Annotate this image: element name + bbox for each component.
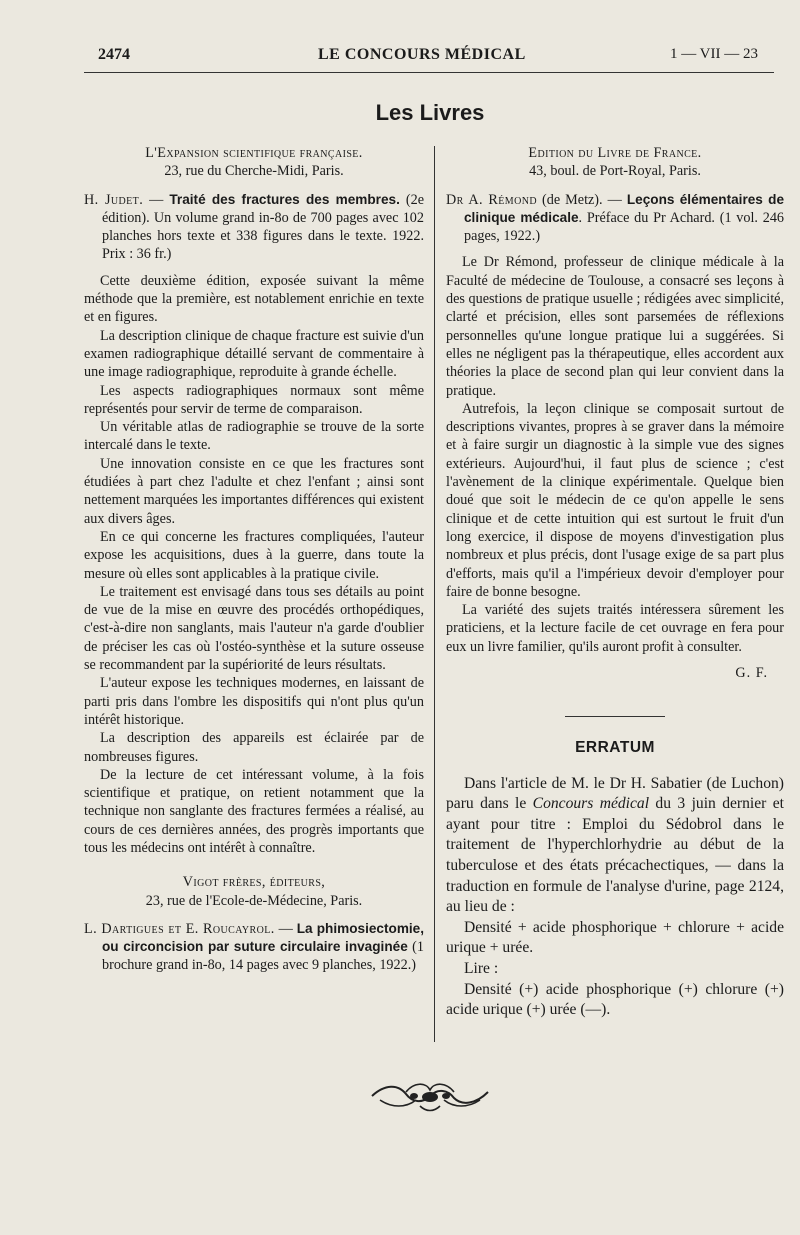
review-paragraph: La description clinique de chaque fracture est suivie d'un examen radiographique détaillé servant de commentaire à une image radiographique, reproduite à grande échelle. — [84, 327, 424, 381]
review-paragraph: Une innovation consiste en ce que les fractures sont étudiées à part chez l'adulte et chez l'enfant ; ainsi sont nettement marquées les importantes différences qui existent aux divers âges. — [84, 455, 424, 527]
publisher-name: Edition du Livre de France. — [528, 145, 702, 161]
publisher-address: 43, boul. de Port-Royal, Paris. — [529, 163, 701, 180]
review-paragraph: Les aspects radiographiques normaux sont même représentés pour servir de terme de comparaison. — [84, 382, 424, 417]
review-text — [84, 272, 424, 858]
review-paragraph: La description des appareils est éclairée par de nombreuses figures. — [84, 730, 424, 765]
review-paragraph: Autrefois, la leçon clinique se composait surtout de descriptions vivantes, propres à se graver dans la mémoire et à faire surgir un diagnostic à la simple vue des signes extérieurs. Aujourd'hui, il faut plus de science ; c'est l'avènement de la clinique expérimentale. Quelque bien doué que soit le médecin de ce qu'on appelle le sens clinique et de cette intuition qui est surtout le fruit d'un long exercice, il dispose de moyens d'investigation plus nombreux et plus précis, dont l'usage exige de sa part plus d'efforts, mais qu'il a l'impérieux devoir d'employer pour faire de bonne besogne. — [446, 400, 784, 600]
erratum-intro-rest: du 3 juin dernier et ayant pour titre : Emploi du Sédobrol dans le traitement de l'hyperchlorhydrie au début de la tuberculose et des états précachectiques, — dans la traduction en formule de l'analyse d'urine, page 2124, au lieu de : — [446, 795, 784, 916]
review-text — [446, 253, 784, 656]
ornament-icon — [370, 1078, 490, 1114]
erratum-intro: Dans l'article de M. le Dr H. Sabatier (de Luchon) paru dans le — [446, 774, 784, 813]
right-column — [446, 144, 784, 1021]
review-paragraph: Le traitement est envisagé dans tous ses détails au point de vue de la mise en œuvre des procédés orthopédiques, c'est-à-dire non sanglants, mais l'auteur n'a garde d'oublier de préciser les cas où l'ostéo-synthèse et la suture osseuse se recommandent par la supériorité de leurs résultats. — [84, 583, 424, 674]
journal-name: LE CONCOURS MÉDICAL — [318, 46, 526, 63]
erratum-title: ERRATUM — [575, 739, 655, 757]
book-title: La phimosiectomie, ou circoncision par suture circulaire invaginée — [102, 920, 425, 955]
running-header — [84, 44, 764, 68]
erratum-paragraph — [446, 774, 784, 918]
book-details: (2e édition). Un volume grand in-8o de 700 pages avec 102 planches hors texte et 338 figures dans le texte. 1922. Prix : 36 fr.) — [102, 191, 424, 263]
section-rule — [565, 716, 665, 717]
review-paragraph: Un véritable atlas de radiographie se trouve de la sorte intercalé dans le texte. — [84, 419, 424, 454]
review-paragraph: Le Dr Rémond, professeur de clinique médicale à la Faculté de médecine de Toulouse, a consacré ses leçons à des questions de pratique usuelle ; rédigées avec simplicité, clarté et précision, elles sont parsemées de réflexions personnelles qu'une longue pratique lui a suggérées. Si elles ne négligent pas la thérapeutique, elles accordent aux théories la place de second plan qui leur convient dans la pratique. — [446, 254, 784, 399]
dash: — — [274, 920, 297, 937]
book-author: L. Dartigues et E. Roucayrol. — [84, 920, 275, 937]
book-details: . Préface du Pr Achard. (1 vol. 246 pages, 1922.) — [464, 209, 785, 245]
publisher-block — [84, 144, 424, 181]
page-number: 2474 — [98, 46, 130, 63]
publisher-name: L'Expansion scientifique française. — [145, 145, 363, 161]
book-entry — [446, 191, 784, 246]
erratum-read: Lire : — [464, 959, 499, 977]
left-column — [84, 144, 424, 983]
book-entry — [84, 191, 424, 264]
book-author: Dr A. Rémond — [446, 191, 537, 208]
erratum-text — [446, 774, 784, 1021]
review-paragraph: La variété des sujets traités intéressera sûrement les praticiens, et la lecture facile de cet ouvrage en fera pour eux un livre familier, qu'ils auront profit à consulter. — [446, 602, 784, 655]
review-paragraph: En ce qui concerne les fractures compliquées, l'auteur expose les acquisitions, dues à la guerre, dans toute la mesure où elles sont applicables à la pratique civile. — [84, 528, 424, 582]
erratum-correct-formula: Densité (+) acide phosphorique (+) chlorure (+) acide urique (+) urée (—). — [446, 980, 784, 1019]
book-title: Leçons élémentaires de clinique médicale — [464, 191, 785, 225]
book-details: (1 brochure grand in-8o, 14 pages avec 9 planches, 1922.) — [102, 939, 424, 974]
book-author: H. Judet. — [84, 191, 144, 208]
book-entry — [84, 920, 424, 975]
column-divider — [434, 146, 435, 1042]
dash: — — [602, 191, 627, 208]
review-paragraph: L'auteur expose les techniques modernes, en laissant de parti pris dans l'ombre les dispositifs qui n'ont plus qu'un intérêt historique. — [84, 675, 424, 728]
author-note: (de Metz). — [536, 191, 603, 208]
publisher-address: 23, rue de l'Ecole-de-Médecine, Paris. — [145, 892, 363, 909]
review-paragraph: Cette deuxième édition, exposée suivant la même méthode que la première, est notablement enrichie en texte et en figures. — [84, 272, 424, 326]
dash: — — [143, 191, 170, 208]
publisher-address: 23, rue du Cherche-Midi, Paris. — [164, 163, 344, 180]
publisher-block — [446, 144, 784, 181]
section-title: Les Livres — [375, 100, 485, 125]
header-rule — [84, 72, 774, 73]
publisher-block — [84, 873, 424, 910]
publisher-name: Vigot frères, éditeurs, — [182, 874, 326, 891]
review-paragraph: De la lecture de cet intéressant volume, à la fois scientifique et pratique, on retient notamment que la technique non sanglante des fractures fermées a réalisé, au cours de ces dernières années, des progrès importants que tous les médecins ont intérêt à connaître. — [84, 766, 424, 856]
review-signature: G. F. — [735, 665, 768, 682]
book-title: Traité des fractures des membres. — [169, 191, 400, 207]
erratum-wrong-formula: Densité + acide phosphorique + chlorure + acide urique + urée. — [446, 918, 784, 957]
issue-date: 1 — VII — 23 — [669, 46, 758, 62]
erratum-journal: Concours médical — [532, 795, 650, 813]
